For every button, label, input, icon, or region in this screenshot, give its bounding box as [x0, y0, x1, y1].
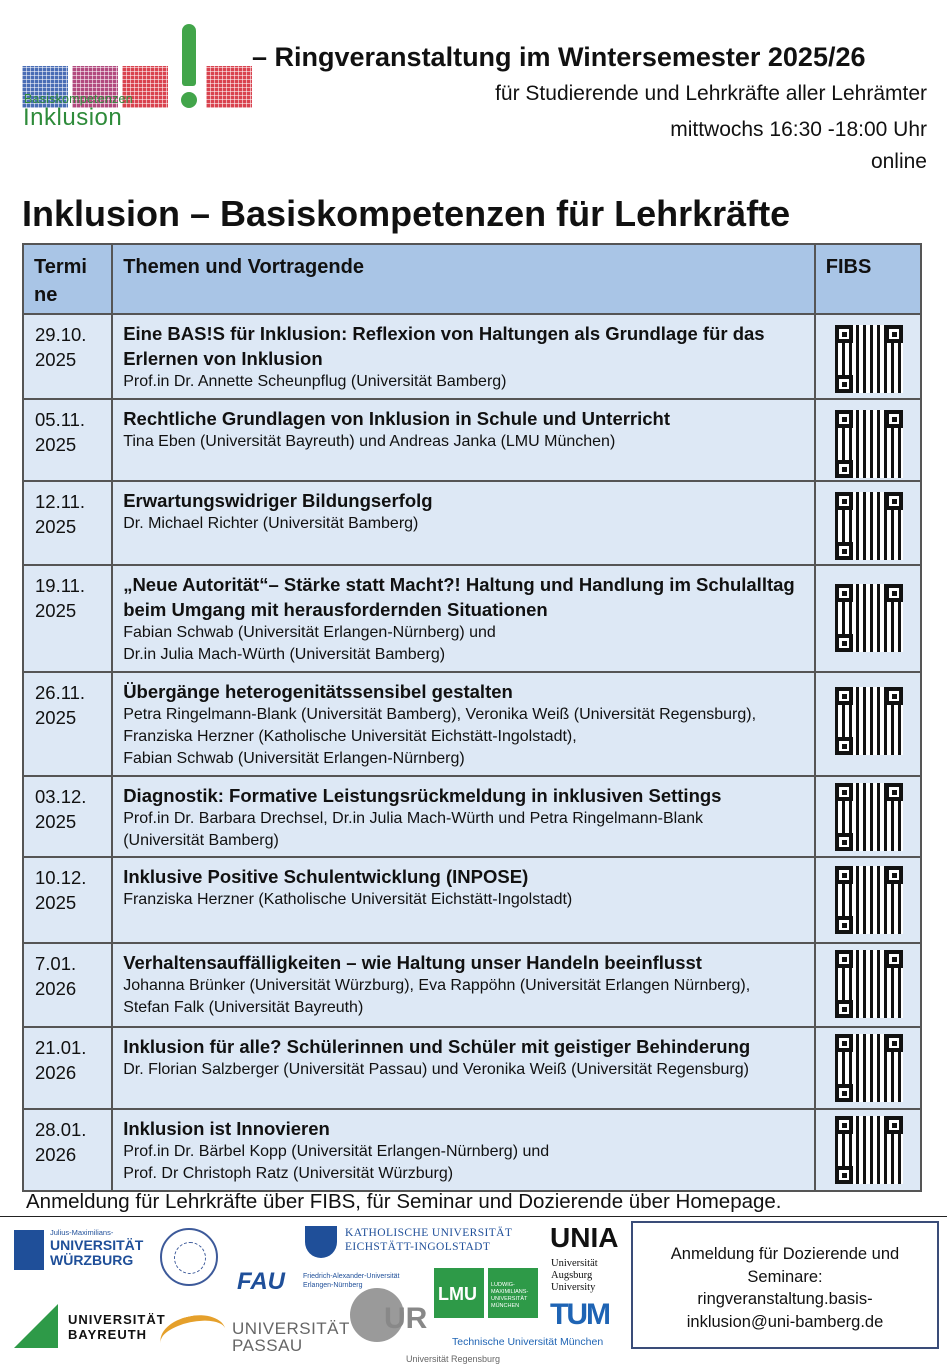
series-title: – Ringveranstaltung im Wintersemester 2025/26 — [252, 42, 866, 72]
fibs-cell — [815, 943, 921, 1027]
row-date: 28.01. 2026 — [23, 1109, 112, 1191]
qr-code-icon[interactable] — [835, 950, 903, 1018]
qr-code-icon[interactable] — [835, 687, 903, 755]
header-date: Termine — [23, 244, 112, 314]
fibs-cell — [815, 857, 921, 943]
row-date: 21.01. 2026 — [23, 1027, 112, 1109]
row-date: 12.11. 2025 — [23, 481, 112, 565]
topic-speakers: Dr. Florian Salzberger (Universität Passau) und Veronika Weiß (Universität Regensburg) — [123, 1061, 749, 1078]
topic-speakers: Petra Ringelmann-Blank (Universität Bamberg), Veronika Weiß (Universität Regensburg), Franziska Herzner (Katholische Universität Eichstätt-Ingolstadt), Fabian Schwab (Universität Erlangen-Nürnberg) — [123, 706, 757, 767]
topic-title: Rechtliche Grundlagen von Inklusion in Schule und Unterricht — [123, 408, 671, 429]
lmu-logo: LMU LUDWIG-MAXIMILIANS-UNIVERSITÄT MÜNCHEN — [434, 1268, 538, 1318]
topic-title: Diagnostik: Formative Leistungsrückmeldung in inklusiven Settings — [123, 785, 722, 806]
header — [0, 0, 947, 190]
contact-line-2: Seminare: — [747, 1267, 823, 1286]
topic-speakers: Prof.in Dr. Annette Scheunpflug (Universität Bamberg) — [123, 373, 507, 390]
fibs-cell — [815, 776, 921, 857]
row-date: 03.12. 2025 — [23, 776, 112, 857]
uni-regensburg-logo: UR Universität Regensburg — [350, 1288, 450, 1364]
table-row — [23, 1027, 921, 1109]
topic-title: Inklusive Positive Schulentwicklung (INPOSE) — [123, 866, 529, 887]
row-topic — [112, 1027, 815, 1109]
contact-email-1[interactable]: ringveranstaltung.basis- — [697, 1290, 873, 1308]
header-fibs: FIBS — [815, 244, 921, 314]
qr-code-icon[interactable] — [835, 492, 903, 560]
row-date: 7.01. 2026 — [23, 943, 112, 1027]
uni-wuerzburg-logo: Julius-Maximilians- UNIVERSITÄT WÜRZBURG — [14, 1226, 134, 1282]
logo-subtitle: Basiskompetenzen — [24, 92, 133, 106]
topic-title: Eine BAS!S für Inklusion: Reflexion von Haltungen als Grundlage für das Erlernen von Inklusion — [123, 323, 765, 369]
footer-divider — [0, 1216, 947, 1217]
header-topic: Themen und Vortragende — [112, 244, 815, 314]
table-row — [23, 399, 921, 481]
row-date: 29.10. 2025 — [23, 314, 112, 399]
qr-code-icon[interactable] — [835, 1034, 903, 1102]
uni-passau-logo: UNIVERSITÄT PASSAU — [160, 1306, 345, 1356]
qr-code-icon[interactable] — [835, 325, 903, 393]
uni-bayreuth-logo: UNIVERSITÄT BAYREUTH — [14, 1302, 174, 1354]
fibs-cell — [815, 481, 921, 565]
table-row — [23, 943, 921, 1027]
row-topic — [112, 314, 815, 399]
table-header-row — [23, 244, 921, 314]
ku-eichstaett-logo: KATHOLISCHE UNIVERSITÄT EICHSTÄTT-INGOLSTADT — [305, 1224, 515, 1260]
contact-box — [631, 1221, 939, 1349]
topic-title: Inklusion ist Innovieren — [123, 1118, 330, 1139]
topic-title: Inklusion für alle? Schülerinnen und Schüler mit geistiger Behinderung — [123, 1036, 751, 1057]
topic-speakers: Franziska Herzner (Katholische Universität Eichstätt-Ingolstadt) — [123, 891, 573, 908]
topic-title: Erwartungswidriger Bildungserfolg — [123, 490, 433, 511]
fibs-cell — [815, 399, 921, 481]
row-date: 10.12. 2025 — [23, 857, 112, 943]
fibs-cell — [815, 672, 921, 776]
tum-name: Technische Universität München — [452, 1336, 604, 1348]
topic-title: Übergänge heterogenitätssensibel gestalten — [123, 681, 513, 702]
row-topic — [112, 1109, 815, 1191]
time-text: mittwochs 16:30 -18:00 Uhr — [670, 118, 927, 141]
row-date: 05.11. 2025 — [23, 399, 112, 481]
row-topic — [112, 857, 815, 943]
topic-speakers: Dr. Michael Richter (Universität Bamberg) — [123, 515, 419, 532]
qr-code-icon[interactable] — [835, 584, 903, 652]
row-date: 19.11. 2025 — [23, 565, 112, 672]
row-topic — [112, 481, 815, 565]
topic-title: „Neue Autorität“– Stärke statt Macht?! Haltung und Handlung im Schulalltag beim Umgang mit herausfordernden Situationen — [123, 574, 795, 620]
topic-speakers: Prof.in Dr. Bärbel Kopp (Universität Erlangen-Nürnberg) und Prof. Dr Christoph Ratz (Universität Würzburg) — [123, 1143, 550, 1182]
topic-speakers: Prof.in Dr. Barbara Drechsel, Dr.in Julia Mach-Würth und Petra Ringelmann-Blank (Universität Bamberg) — [123, 810, 703, 849]
topic-speakers: Fabian Schwab (Universität Erlangen-Nürnberg) und Dr.in Julia Mach-Würth (Universität Bamberg) — [123, 624, 496, 663]
logo-exclamation-icon — [178, 24, 200, 114]
table-row — [23, 776, 921, 857]
page-title: Inklusion – Basiskompetenzen für Lehrkräfte — [22, 193, 791, 234]
qr-code-icon[interactable] — [835, 783, 903, 851]
table-row — [23, 672, 921, 776]
row-topic — [112, 672, 815, 776]
qr-code-icon[interactable] — [835, 410, 903, 478]
fibs-cell — [815, 1027, 921, 1109]
fibs-cell — [815, 1109, 921, 1191]
table-row — [23, 314, 921, 399]
qr-code-icon[interactable] — [835, 1116, 903, 1184]
table-row — [23, 1109, 921, 1191]
logo-name: Inklusion — [23, 104, 123, 131]
tum-logo: TUM — [550, 1298, 609, 1331]
schedule-table — [22, 243, 922, 1192]
partner-logos — [0, 1220, 630, 1367]
row-topic — [112, 943, 815, 1027]
fau-logo: FAU Friedrich-Alexander-Universität Erlangen-Nürnberg — [237, 1268, 400, 1295]
uni-bamberg-seal-icon — [160, 1228, 218, 1286]
qr-code-icon[interactable] — [835, 866, 903, 934]
basis-inklusion-logo — [22, 18, 242, 130]
topic-speakers: Johanna Brünker (Universität Würzburg), Eva Rappöhn (Universität Erlangen Nürnberg), Stefan Falk (Universität Bayreuth) — [123, 977, 751, 1016]
row-topic — [112, 776, 815, 857]
contact-line-1: Anmeldung für Dozierende und — [670, 1245, 900, 1263]
row-date: 26.11. 2025 — [23, 672, 112, 776]
contact-email-2[interactable]: inklusion@uni-bamberg.de — [686, 1312, 884, 1331]
table-row — [23, 481, 921, 565]
registration-note: Anmeldung für Lehrkräfte über FIBS, für Seminar und Dozierende über Homepage. — [26, 1190, 782, 1213]
table-row — [23, 857, 921, 943]
table-row — [23, 565, 921, 672]
fibs-cell — [815, 314, 921, 399]
audience-text: für Studierende und Lehrkräfte aller Lehrämter — [495, 82, 927, 105]
logo-letter-s2 — [206, 66, 252, 108]
row-topic — [112, 565, 815, 672]
topic-title: Verhaltensauffälligkeiten – wie Haltung unser Handeln beeinflusst — [123, 952, 702, 973]
format-text: online — [870, 150, 927, 173]
uni-augsburg-logo: UNIA Universität Augsburg University — [550, 1222, 619, 1293]
row-topic — [112, 399, 815, 481]
topic-speakers: Tina Eben (Universität Bayreuth) und Andreas Janka (LMU München) — [123, 433, 616, 450]
fibs-cell — [815, 565, 921, 672]
